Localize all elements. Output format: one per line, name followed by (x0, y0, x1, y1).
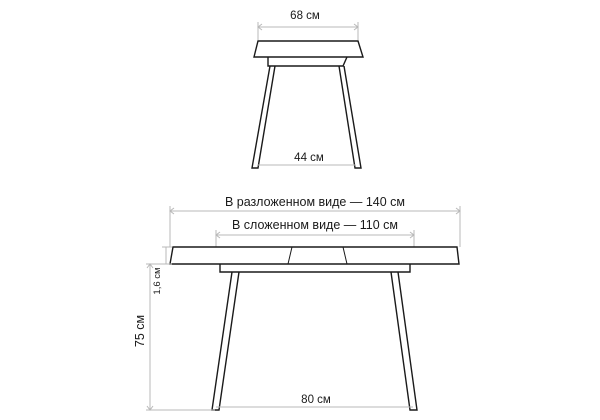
dim-110-line (216, 230, 414, 247)
leaf-seam-left (288, 247, 292, 264)
front-tabletop (170, 247, 459, 264)
side-right-leg (339, 66, 361, 168)
front-right-leg (391, 272, 417, 410)
front-view-drawing (133, 195, 460, 410)
height-75-label: 75 см (133, 314, 147, 348)
thickness-1-6-label: 1,6 см (152, 267, 163, 295)
leg-spread-80-label: 80 см (301, 394, 331, 406)
dim-68-line (258, 22, 358, 40)
leg-spread-44-label: 44 см (294, 152, 324, 164)
side-apron (268, 57, 347, 66)
side-tabletop (254, 41, 363, 57)
leaf-seam-right (343, 247, 347, 264)
expanded-140-label: В разложенном виде — 140 см (224, 195, 406, 209)
width-68-label: 68 см (290, 10, 320, 22)
front-left-leg (212, 272, 239, 410)
side-view-drawing (252, 10, 363, 168)
side-left-leg (252, 66, 275, 168)
folded-110-label: В сложенном виде — 110 см (231, 218, 399, 232)
front-apron (220, 264, 410, 272)
